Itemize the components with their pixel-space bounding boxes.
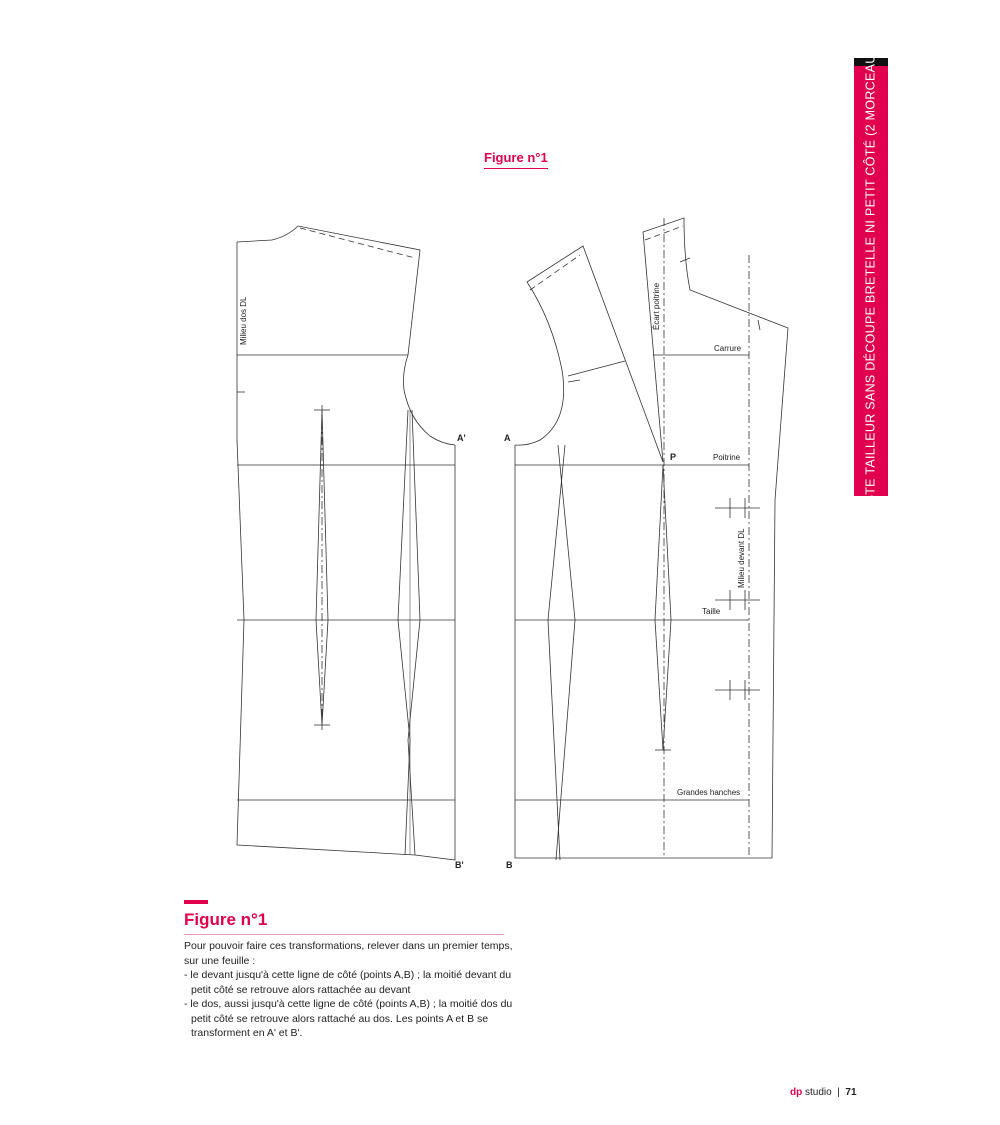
label-a: A <box>504 433 511 443</box>
figure-heading: Figure n°1 <box>484 150 548 169</box>
publisher-dp: dp <box>790 1087 803 1098</box>
label-a-prime: A' <box>457 433 466 443</box>
label-milieu-devant: Milieu devant DL <box>737 528 746 588</box>
label-b-prime: B' <box>455 860 464 870</box>
label-taille: Taille <box>702 607 721 616</box>
label-poitrine: Poitrine <box>713 453 741 462</box>
caption-divider <box>184 934 504 935</box>
back-piece <box>237 226 455 860</box>
label-b: B <box>506 860 513 870</box>
page-number: 71 <box>845 1087 857 1098</box>
caption-title: Figure n°1 <box>184 910 268 929</box>
label-grandes-hanches: Grandes hanches <box>677 788 741 797</box>
caption-body <box>184 939 514 1041</box>
caption-intro: Pour pouvoir faire ces transformations, relever dans un premier temps, sur une feuille : <box>184 940 513 967</box>
page-footer <box>790 1087 857 1098</box>
diagram-labels <box>239 282 746 870</box>
chapter-title-vertical: VESTE TAILLEUR SANS DÉCOUPE BRETELLE NI PETIT CÔTÉ (2 MORCEAUX) <box>864 41 879 521</box>
label-p: P <box>670 452 677 462</box>
caption-item: - le dos, aussi jusqu'à cette ligne de côté (points A,B) ; la moitié dos du petit côté se retrouve alors rattaché au dos. Les points A et B se transforment en A' et B'. <box>184 998 513 1039</box>
caption-accent-bar <box>184 900 208 904</box>
label-milieu-dos: Milieu dos DL <box>239 296 248 345</box>
caption-item: - le devant jusqu'à cette ligne de côté (points A,B) ; la moitié devant du petit côté se retrouve alors rattachée au devant <box>184 969 512 996</box>
footer-separator: | <box>837 1087 840 1098</box>
label-carrure: Carrure <box>714 344 742 353</box>
publisher-studio: studio <box>805 1087 832 1098</box>
label-ecart-poitrine: Écart poitrine <box>652 282 661 330</box>
